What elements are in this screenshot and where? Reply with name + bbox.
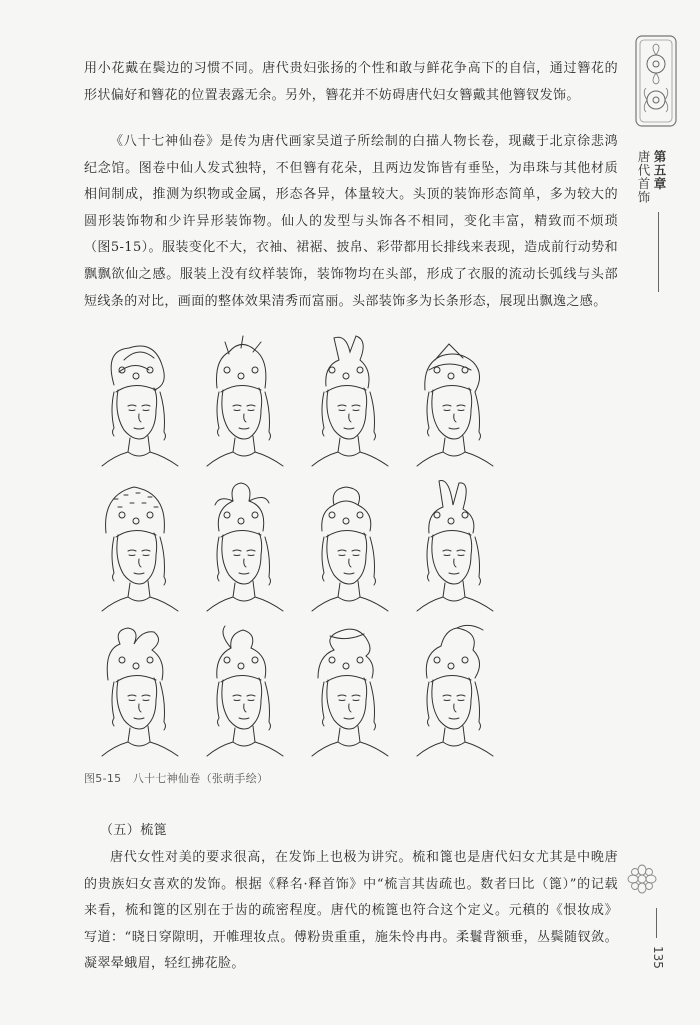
body-paragraph: 《八十七神仙卷》是传为唐代画家吴道子所绘制的白描人物长卷，现藏于北京徐悲鸿纪念馆。图卷中仙人发式独特，不但簪有花朵，且两边发饰皆有垂坠，为串珠与其他材质相间制成，推测为织物或金属，形态各异，体量较大。头顶的装饰形态简单，多为较大的圆形装饰物和少许异形装饰物。仙人的发型与头饰各不相同，变化丰富，精致而不烦琐（图5-15）。服装变化不大，衣袖、裙裾、披帛、彩带都用长排线来表现，造成前行动势和飘飘欲仙之感。服装上没有纹样装饰，装饰物均在头部，形成了衣服的流动长弧线与头部短线条的对比，画面的整体效果清秀而富丽。头部装饰多为长条形态，展现出飘逸之感。: [84, 134, 618, 309]
figure-line-drawings: [84, 330, 504, 765]
headdress-drawing: [189, 475, 294, 615]
headdress-drawing: [84, 475, 189, 615]
chapter-number: 第五章: [652, 150, 667, 191]
flower-ornament-icon: [622, 862, 662, 896]
floral-ornament-icon: [634, 34, 678, 128]
headdress-drawing: [189, 620, 294, 760]
headdress-drawing: [399, 620, 504, 760]
margin-rule: [658, 212, 659, 292]
body-paragraph: 用小花戴在鬓边的习惯不同。唐代贵妇张扬的个性和敢与鲜花争高下的自信，通过簪花的形状偏好和簪花的位置表露无余。另外，簪花并不妨碍唐代妇女簪戴其他簪钗发饰。: [84, 61, 618, 103]
page-number: 135: [651, 946, 665, 969]
headdress-drawing: [294, 620, 399, 760]
figure-caption: 图5-15 八十七神仙卷（张萌手绘）: [84, 772, 269, 785]
margin-rule: [656, 908, 657, 938]
section-heading: （五）梳篦: [100, 823, 168, 838]
headdress-drawing: [294, 330, 399, 470]
headdress-drawing: [399, 330, 504, 470]
body-paragraph: 唐代女性对美的要求很高，在发饰上也极为讲究。梳和篦也是唐代妇女尤其是中晚唐的贵族妇女喜欢的发饰。根据《释名·释首饰》中“梳言其齿疏也。数者曰比（篦）”的记载来看，梳和篦的区别在于齿的疏密程度。唐代的梳篦也符合这个定义。元稹的《恨妆成》写道：“晓日穿隙明，开帷理妆点。傅粉贵重重，施朱怜冉冉。柔鬟背额垂，丛鬓随钗敛。凝翠晕蛾眉，轻红拂花脸。: [84, 850, 618, 972]
chapter-title: 唐代首饰: [636, 150, 651, 204]
headdress-drawing: [84, 330, 189, 470]
headdress-drawing: [399, 475, 504, 615]
headdress-drawing: [84, 620, 189, 760]
headdress-drawing: [189, 330, 294, 470]
headdress-drawing: [294, 475, 399, 615]
